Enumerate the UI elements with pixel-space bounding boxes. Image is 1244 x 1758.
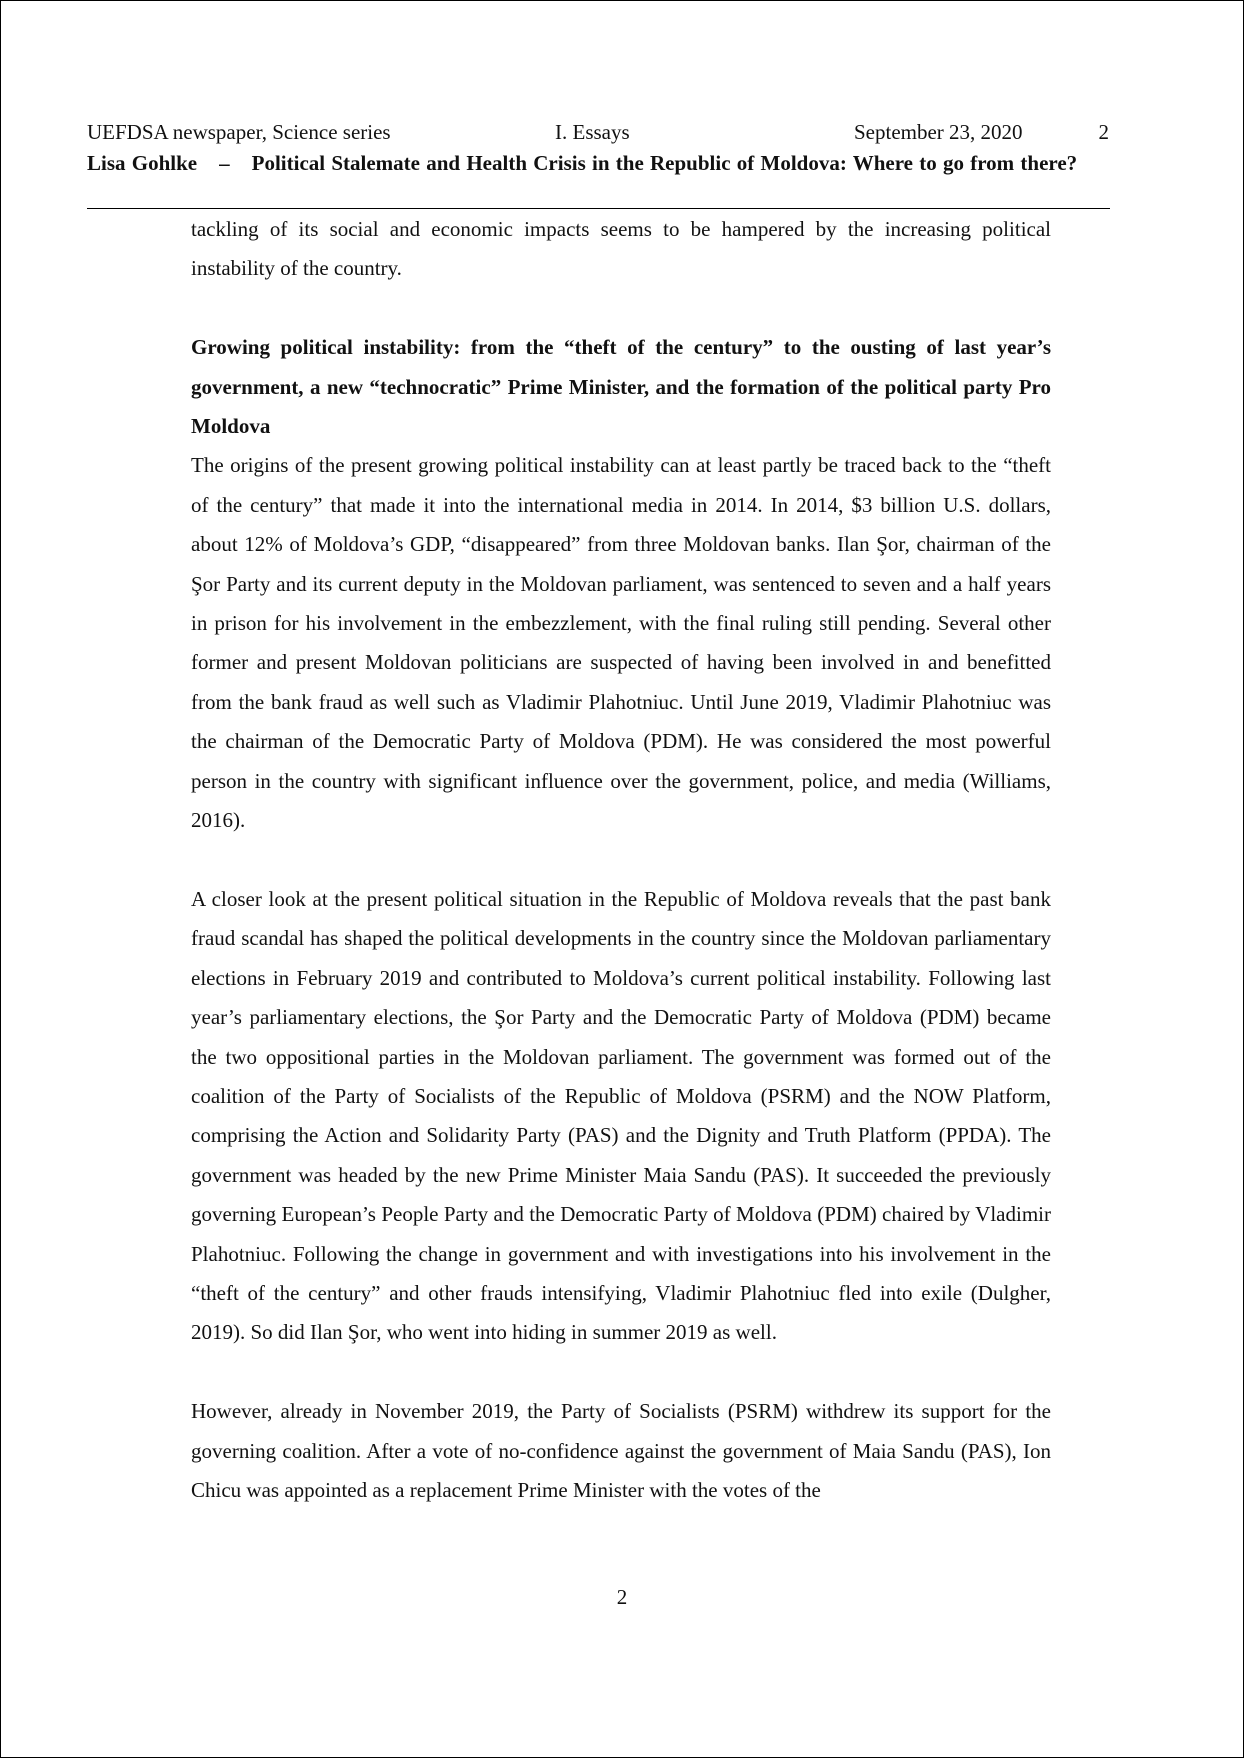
- author-name: Lisa Gohlke: [87, 151, 198, 175]
- paragraph: The origins of the present growing political instability can at least partly be traced back to the “theft of the century” that made it into the international media in 2014. In 2014, $3 billion U.S. dollars, about 12% of Moldova’s GDP, “disappeared” from three Moldovan banks. Ilan Şor, chairman of the Şor Party and its current deputy in the Moldovan parliament, was sentenced to seven and a half years in prison for his involvement in the embezzlement, with the final ruling still pending. Several other former and present Moldovan politicians are suspected of having been involved in and benefitted from the bank fraud as well such as Vladimir Plahotniuc. Until June 2019, Vladimir Plahotniuc was the chairman of the Democratic Party of Moldova (PDM). He was considered the most powerful person in the country with significant influence over the government, police, and media (Williams, 2016).: [191, 453, 1051, 833]
- article-body: [191, 210, 1051, 1510]
- title-dash: –: [219, 151, 230, 175]
- header-rule: [87, 208, 1110, 209]
- footer-page-number: 2: [616, 1585, 628, 1609]
- section-subheading: Growing political instability: from the “theft of the century” to the ousting of last year’s government, a new “technocratic” Prime Minister, and the formation of the political party Pro Moldova: [191, 335, 1051, 439]
- article-title: Political Stalemate and Health Crisis in the Republic of Moldova: Where to go from there?: [251, 151, 1078, 175]
- section-label: I. Essays: [555, 120, 630, 144]
- paragraph-gap: [191, 840, 1051, 879]
- paragraph-gap: [191, 1353, 1051, 1392]
- header-page-number: 2: [1098, 120, 1109, 144]
- intro-continuation: tackling of its social and economic impacts seems to be hampered by the increasing political instability of the country.: [191, 217, 1051, 281]
- paragraph-gap: [191, 289, 1051, 328]
- article-title-line: [87, 149, 1109, 177]
- newspaper-name: UEFDSA newspaper, Science series: [87, 120, 391, 144]
- publication-date: September 23, 2020: [854, 120, 1023, 144]
- paragraph: However, already in November 2019, the Party of Socialists (PSRM) withdrew its support for the governing coalition. After a vote of no-confidence against the government of Maia Sandu (PAS), Ion Chicu was appointed as a replacement Prime Minister with the votes of the: [191, 1399, 1051, 1502]
- running-header: [87, 120, 1109, 148]
- paragraph: A closer look at the present political situation in the Republic of Moldova reveals that the past bank fraud scandal has shaped the political developments in the country since the Moldovan parliamentary elections in February 2019 and contributed to Moldova’s current political instability. Following last year’s parliamentary elections, the Şor Party and the Democratic Party of Moldova (PDM) became the two oppositional parties in the Moldovan parliament. The government was formed out of the coalition of the Party of Socialists of the Republic of Moldova (PSRM) and the NOW Platform, comprising the Action and Solidarity Party (PAS) and the Dignity and Truth Platform (PPDA). The government was headed by the new Prime Minister Maia Sandu (PAS). It succeeded the previously governing European’s People Party and the Democratic Party of Moldova (PDM) chaired by Vladimir Plahotniuc. Following the change in government and with investigations into his involvement in the “theft of the century” and other frauds intensifying, Vladimir Plahotniuc fled into exile (Dulgher, 2019). So did Ilan Şor, who went into hiding in summer 2019 as well.: [191, 886, 1051, 1345]
